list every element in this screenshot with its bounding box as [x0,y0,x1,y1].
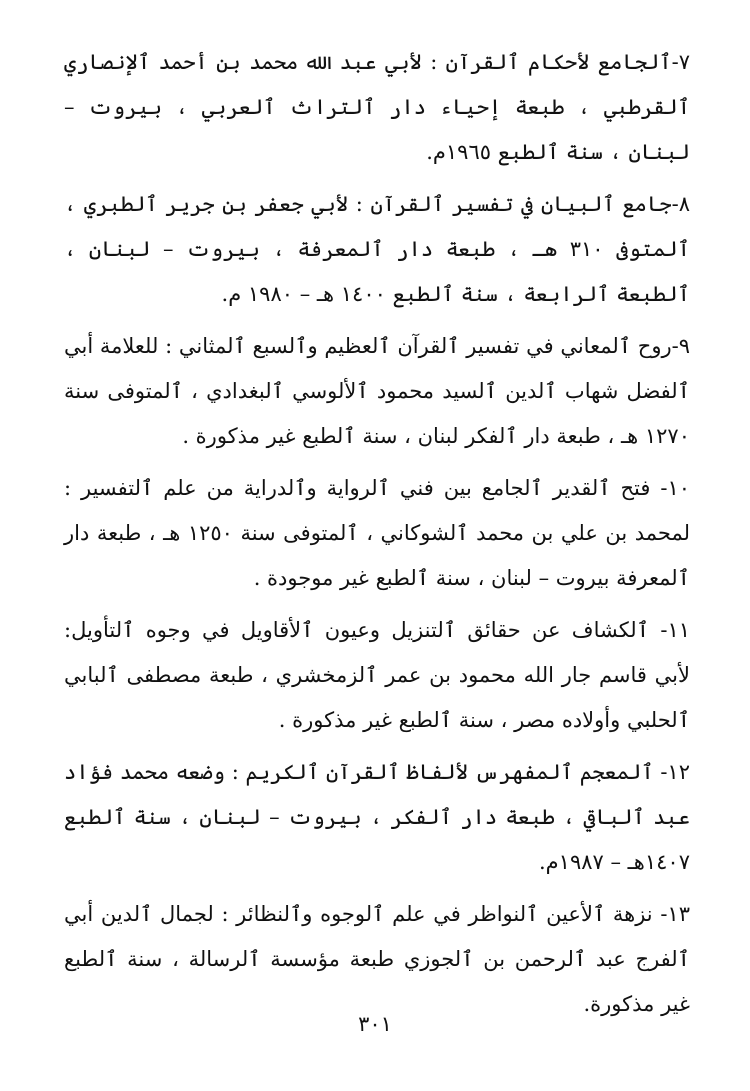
bibliography-list [64,40,690,1034]
reference-number: ١٠- [660,476,690,500]
reference-number: ١٣- [660,902,690,926]
reference-text: ٱلجامع لأحكام ٱلقرآن : لأبي عبد الله محمد بن أحمد ٱلإنصاري ٱلقرطبي ، طبعة إحياء دار ٱلتراث ٱلعربي ، بيروت – لبنان ، سنة ٱلطبع ١٩٦٥م. [64,50,690,164]
reference-text: روح ٱلمعاني في تفسير ٱلقرآن ٱلعظيم وٱلسبع ٱلمثاني : للعلامة أبي ٱلفضل شهاب ٱلدين ٱلسيد محمود ٱلألوسي ٱلبغدادي ، ٱلمتوفى سنة ١٢٧٠ هـ ، طبعة دار ٱلفكر لبنان ، سنة ٱلطبع غير مذكورة . [64,334,690,448]
reference-entry-12 [64,750,690,885]
page-number: ٣٠١ [358,1012,392,1036]
reference-entry-11 [64,608,690,743]
reference-text: جامع ٱلبيان في تفسير ٱلقرآن : لأبي جعفر بن جرير ٱلطبري ، ٱلمتوفى ٣١٠ هـ ، طبعة دار ٱلمعرفة ، بيروت – لبنان ، ٱلطبعة ٱلرابعة ، سنة ٱلطبع ١٤٠٠ هـ – ١٩٨٠ م. [64,192,690,306]
reference-number: ٩- [671,334,690,358]
reference-number: ١٢- [660,760,690,784]
reference-text: فتح ٱلقدير ٱلجامع بين فني ٱلرواية وٱلدراية من علم ٱلتفسير : لمحمد بن علي بن محمد ٱلشوكاني ، ٱلمتوفى سنة ١٢٥٠ هـ ، طبعة دار ٱلمعرفة بيروت – لبنان ، سنة ٱلطبع غير موجودة . [64,476,690,590]
reference-number: ٨- [671,192,690,216]
reference-entry-13 [64,892,690,1027]
reference-text: نزهة ٱلأعين ٱلنواظر في علم ٱلوجوه وٱلنظائر : لجمال ٱلدين أبي ٱلفرج عبد ٱلرحمن بن ٱلجوزي طبعة مؤسسة ٱلرسالة ، سنة ٱلطبع غير مذكورة. [64,902,690,1016]
reference-text: ٱلكشاف عن حقائق ٱلتنزيل وعيون ٱلأقاويل في وجوه ٱلتأويل: لأبي قاسم جار الله محمود بن عمر ٱلزمخشري ، طبعة مصطفى ٱلبابي ٱلحلبي وأولاده مصر ، سنة ٱلطبع غير مذكورة . [64,618,690,732]
reference-entry-10 [64,466,690,601]
reference-entry-9 [64,324,690,459]
reference-entry-8 [64,182,690,317]
reference-number: ٧- [671,50,690,74]
reference-number: ١١- [660,618,690,642]
reference-entry-7 [64,40,690,175]
reference-text: ٱلمعجم ٱلمفهرس لألفاظ ٱلقرآن ٱلكريم : وضعه محمد فؤاد عبد ٱلباقي ، طبعة دار ٱلفكر ، بيروت – لبنان ، سنة ٱلطبع ١٤٠٧هـ – ١٩٨٧م. [64,760,690,874]
